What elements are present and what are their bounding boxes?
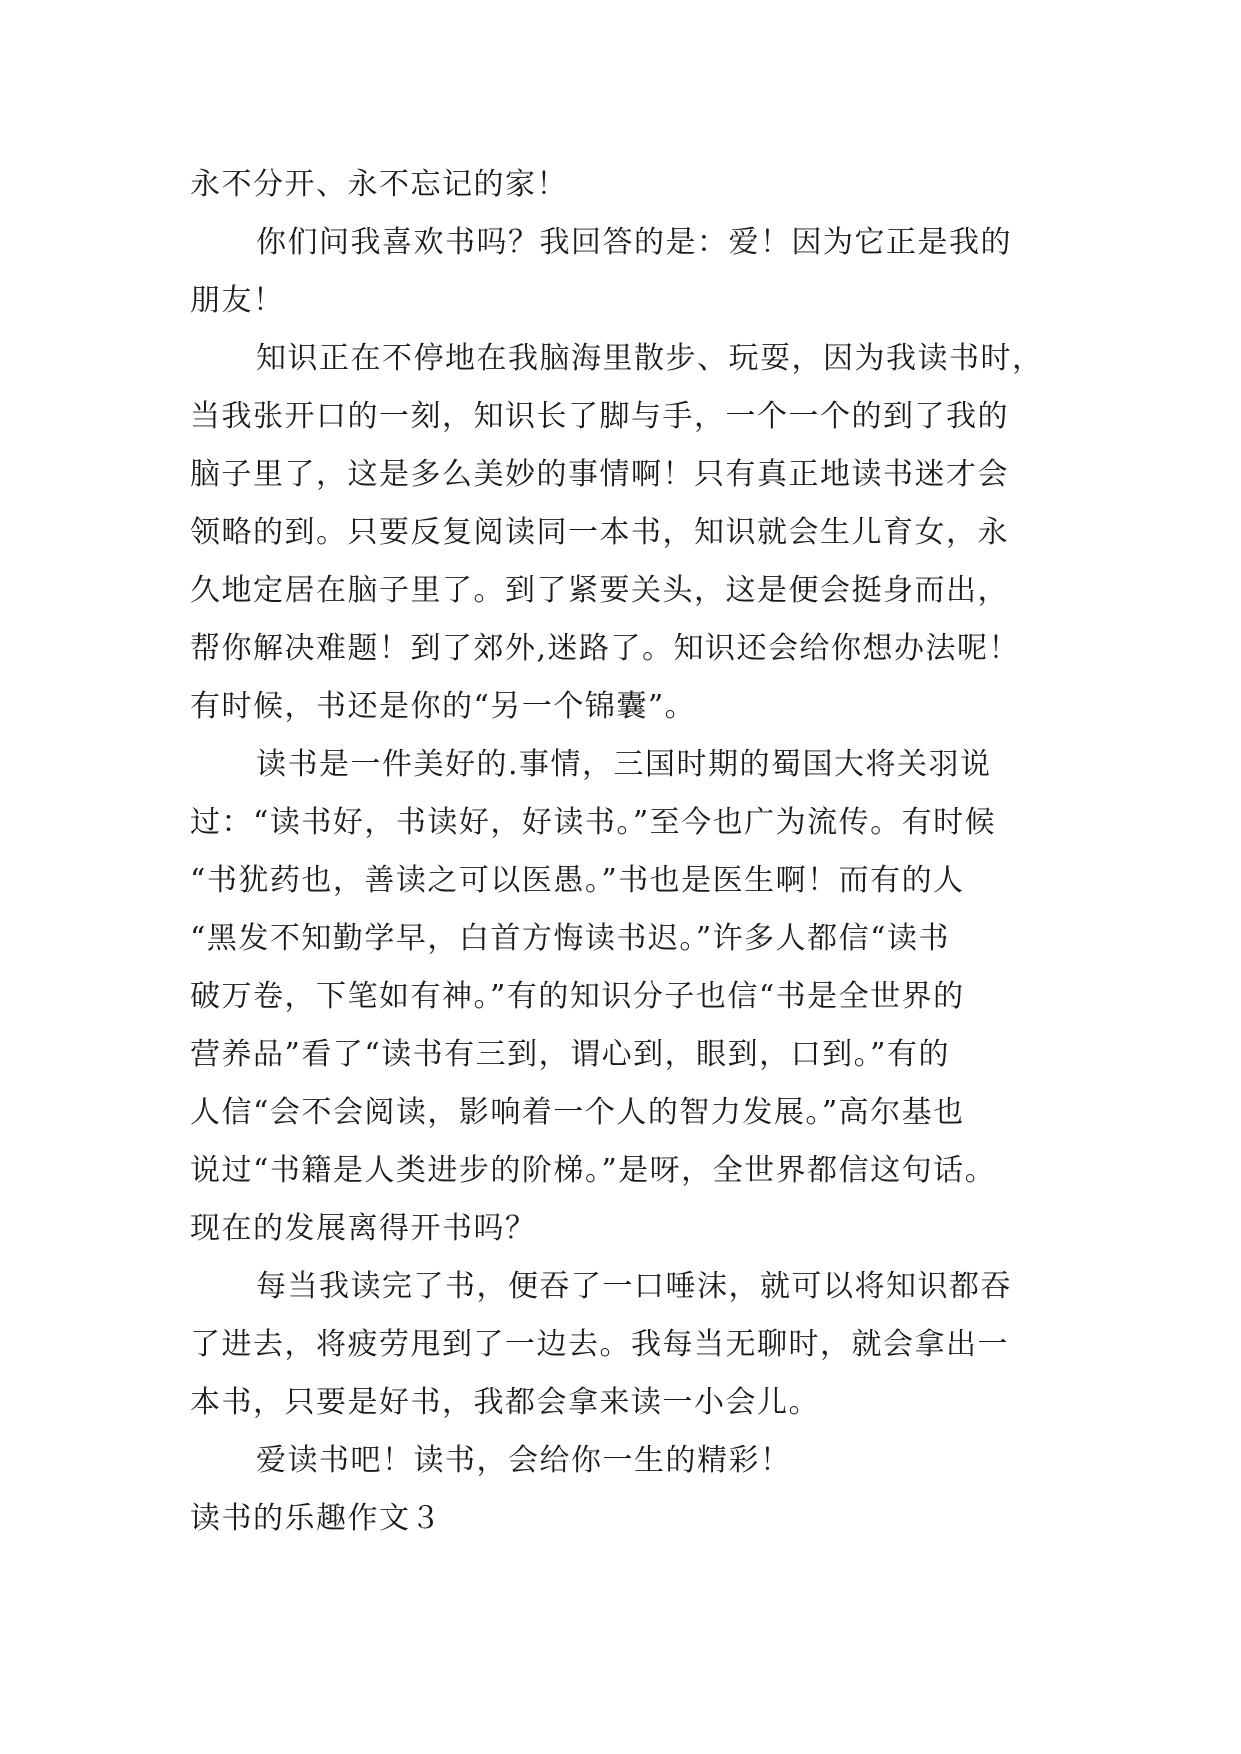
section-heading: 读书的乐趣作文３ bbox=[190, 1501, 442, 1536]
text-line: 营养品”看了“读书有三到，谓心到，眼到，口到。”有的 bbox=[190, 1037, 951, 1072]
text-line: 久地定居在脑子里了。到了紧要关头，这是便会挺身而出， bbox=[190, 573, 1009, 608]
paragraph-start: 每当我读完了书，便吞了一口唾沫，就可以将知识都吞 bbox=[256, 1269, 1012, 1304]
text-line: 本书，只要是好书，我都会拿来读一小会儿。 bbox=[190, 1385, 820, 1420]
text-line: 脑子里了，这是多么美妙的事情啊！只有真正地读书迷才会 bbox=[190, 457, 1009, 492]
text-line: 当我张开口的一刻，知识长了脚与手，一个一个的到了我的 bbox=[190, 399, 1009, 434]
paragraph-start: 爱读书吧！读书，会给你一生的精彩！ bbox=[256, 1443, 792, 1478]
text-line: 说过“书籍是人类进步的阶梯。”是呀，全世界都信这句话。 bbox=[190, 1153, 997, 1188]
text-line: 人信“会不会阅读，影响着一个人的智力发展。”高尔基也 bbox=[190, 1095, 965, 1130]
text-line: 了进去，将疲劳甩到了一边去。我每当无聊时，就会拿出一 bbox=[190, 1327, 1009, 1362]
text-line: “黑发不知勤学早，白首方悔读书迟。”许多人都信“读书 bbox=[190, 921, 951, 956]
text-line: 有时候，书还是你的“另一个锦囊”。 bbox=[190, 689, 697, 724]
text-line: 现在的发展离得开书吗？ bbox=[190, 1211, 537, 1246]
text-line: 过：“读书好，书读好，好读书。”至今也广为流传。有时候 bbox=[190, 805, 997, 840]
text-line: 帮你解决难题！到了郊外,迷路了。知识还会给你想办法呢！ bbox=[190, 631, 1021, 666]
text-line: “书犹药也，善读之可以医愚。”书也是医生啊！而有的人 bbox=[190, 863, 965, 898]
text-line: 永不分开、永不忘记的家！ bbox=[190, 167, 568, 202]
paragraph-start: 你们问我喜欢书吗？我回答的是：爱！因为它正是我的 bbox=[256, 225, 1012, 260]
text-line: 领略的到。只要反复阅读同一本书，知识就会生儿育女，永 bbox=[190, 515, 1009, 550]
paragraph-start: 知识正在不停地在我脑海里散步、玩耍，因为我读书时， bbox=[256, 341, 1044, 376]
text-line: 破万卷，下笔如有神。”有的知识分子也信“书是全世界的 bbox=[190, 979, 965, 1014]
text-line: 朋友！ bbox=[190, 283, 285, 318]
paragraph-start: 读书是一件美好的.事情，三国时期的蜀国大将关羽说 bbox=[256, 747, 992, 782]
